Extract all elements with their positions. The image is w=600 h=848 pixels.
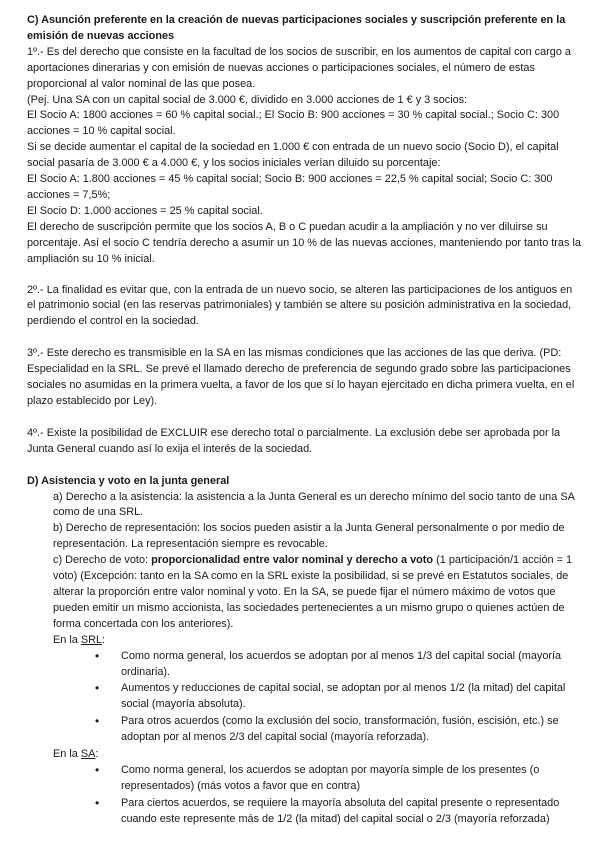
right-representation xyxy=(53,521,582,553)
representation-text: b) Derecho de representación: los socios pueden asistir a la Junta General personalmente o por medio de representación. xyxy=(53,522,565,551)
right-vote xyxy=(53,553,582,633)
list-item: • Como norma general, los acuerdos se adoptan por mayoría simple de los presentes (o representados) (más votos a favor que en contra) xyxy=(95,763,582,795)
right-attendance: a) Derecho a la asistencia: la asistencia a la Junta General es un derecho mínimo del socio tanto de una SA como de una SRL. xyxy=(53,490,575,519)
example-conclusion: El derecho de suscripción permite que los socios A, B o C puedan acudir a la ampliación y no ver diluirse su porcentaje. Así el socio C tendría derecho a asumir un 10 % de las nuevas acciones, manteniendo por tanto tras la ampliación su 10 % inicial. xyxy=(27,220,581,265)
section-c-point-2: 2º.- La finalidad es evitar que, con la entrada de un nuevo socio, se alteren las participaciones de los antiguos en el patrimonio social (en las reservas patrimoniales) y también se altere su posición administrativa en la sociedad, perdiendo el control en la sociedad. xyxy=(27,283,573,328)
list-item: • Para ciertos acuerdos, se requiere la mayoría absoluta del capital presente o representado cuando este represente más de 1/2 (la mitad) del capital social o 2/3 (mayoría reforzada) xyxy=(95,796,582,828)
example-new-partner: El Socio D: 1.000 acciones = 25 % capital social. xyxy=(27,204,263,217)
sa-prefix: En la xyxy=(53,748,81,761)
sa-heading xyxy=(53,747,582,763)
sa-suffix: : xyxy=(95,748,99,761)
srl-heading xyxy=(53,633,582,649)
vote-proportionality: proporcionalidad entre valor nominal y derecho a voto xyxy=(151,554,434,567)
list-item: • Para otros acuerdos (como la exclusión del socio, transformación, fusión, escisión, etc.) se adoptan por al menos 2/3 del capital social (mayoría reforzada). xyxy=(95,714,582,746)
example-capital-increase: Si se decide aumentar el capital de la sociedad en 1.000 € con entrada de un nuevo socio (Socio D), el capital social pasaría de 3.000 € a 4.000 €, y los socios iniciales verían diluido su porcentaje: xyxy=(27,141,559,170)
example-intro: (Pej. Una SA con un capital social de 3.000 €, dividido en 3.000 acciones de 1 € y 3 socios: xyxy=(27,93,468,106)
list-item: • Como norma general, los acuerdos se adoptan por al menos 1/3 del capital social (mayoría ordinaria). xyxy=(95,649,582,681)
srl-label: SRL xyxy=(80,633,103,646)
srl-list xyxy=(53,649,582,746)
representation-revocable: La representación siempre es revocable. xyxy=(131,538,328,551)
example-diluted-shares: El Socio A: 1.800 acciones = 45 % capital social; Socio B: 900 acciones = 22,5 % capital social; Socio C: 300 acciones = 7,5%; xyxy=(27,173,553,201)
sa-list xyxy=(53,763,582,828)
sa-label: SA xyxy=(80,748,96,761)
section-c-title: C) Asunción preferente en la creación de nuevas participaciones sociales y suscripción preferente en la emisión de nuevas acciones xyxy=(27,14,566,42)
vote-lead: c) Derecho de voto: xyxy=(53,554,152,567)
section-d-body xyxy=(27,490,582,828)
section-c-point-1: 1º.- Es del derecho que consiste en la facultad de los socios de suscribir, en los aumentos de capital con cargo a aportaciones dinerarias y con emisión de nuevas acciones o participaciones sociales, el número de estas proporcional al valor nominal de las que posea. xyxy=(27,45,571,90)
srl-prefix: En la xyxy=(53,633,81,646)
section-d-title: D) Asistencia y voto en la junta general xyxy=(27,474,230,487)
section-c-point-3: 3º.- Este derecho es transmisible en la SA en las mismas condiciones que las acciones de las que deriva. (PD: Especialidad en la SRL. Se prevé el llamado derecho de preferencia de segundo grado sobre las participaciones sociales no asumidas en la primera vuelta, a favor de los que sí lo hayan ejercitado en dicha primera vuelta, en el plazo establecido por Ley). xyxy=(27,347,575,407)
vote-detail: (1 participación/1 acción = 1 voto) (Excepción: tanto en la SA como en la SRL existe la posibilidad, si se prevé en Estatutos sociales, de alterar la proporción entre valor nominal y voto. En la SA, se puede fijar el número máximo de votos que pueden emitir un mismo accionista, las sociedades pertenecientes a un mismo grupo o quienes actúen de forma concertada con los anteriores). xyxy=(53,554,573,630)
example-initial-shares: El Socio A: 1800 acciones = 60 % capital social.; El Socio B: 900 acciones = 30 % capital social.; Socio C: 300 acciones = 10 % capital social. xyxy=(27,109,560,138)
srl-suffix: : xyxy=(102,633,106,646)
section-c-point-4: 4º.- Existe la posibilidad de EXCLUIR ese derecho total o parcialmente. La exclusión debe ser aprobada por la Junta General cuando así lo exija el interés de la sociedad. xyxy=(27,426,561,455)
list-item: • Aumentos y reducciones de capital social, se adoptan por al menos 1/2 (la mitad) del capital social (mayoría absoluta). xyxy=(95,681,582,713)
